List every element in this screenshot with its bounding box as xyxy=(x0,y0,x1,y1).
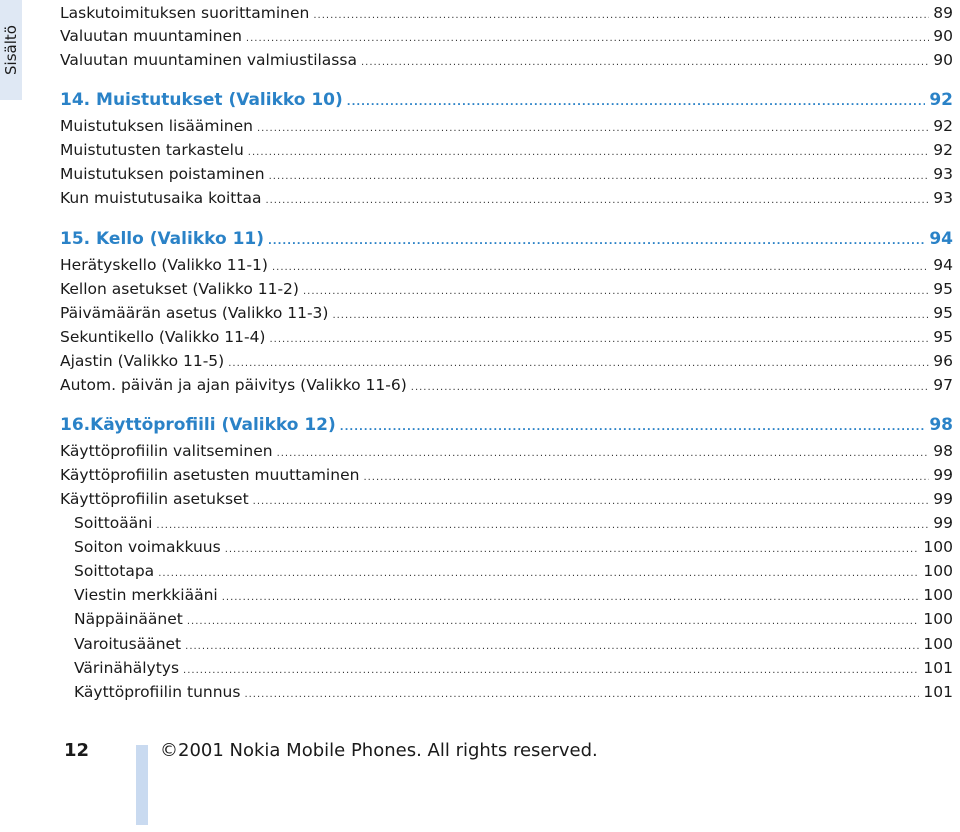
toc-entry-title: Päivämäärän asetus (Valikko 11-3) xyxy=(60,304,329,322)
toc-heading[interactable] xyxy=(60,227,953,251)
toc-entry[interactable] xyxy=(74,656,953,680)
toc-entry-page: 92 xyxy=(929,90,953,110)
toc-entry-page: 101 xyxy=(923,659,953,677)
toc-entry[interactable] xyxy=(60,373,953,397)
toc-entry[interactable] xyxy=(60,48,953,72)
dot-leader xyxy=(244,683,919,707)
footer-bar xyxy=(136,745,148,825)
dot-leader xyxy=(347,91,926,115)
toc-entry[interactable] xyxy=(74,559,953,583)
toc-entry-title: Viestin merkkiääni xyxy=(74,586,218,604)
dot-leader xyxy=(268,230,925,254)
toc-entry-page: 92 xyxy=(933,141,953,159)
toc-entry-page: 99 xyxy=(933,514,953,532)
toc-entry-title: Sekuntikello (Valikko 11-4) xyxy=(60,328,266,346)
toc-entry-page: 100 xyxy=(923,562,953,580)
toc-entry-title: Muistutuksen poistaminen xyxy=(60,165,265,183)
toc-entry-title: Värinähälytys xyxy=(74,659,180,677)
toc-entry-title: Autom. päivän ja ajan päivitys (Valikko 11-6) xyxy=(60,376,407,394)
toc-entry-title: Ajastin (Valikko 11-5) xyxy=(60,352,225,370)
toc-entry-title: Käyttöprofiilin asetukset xyxy=(60,490,249,508)
toc-entry-page: 100 xyxy=(923,538,953,556)
toc-entry-page: 94 xyxy=(929,229,953,249)
toc-entry-title: Valuutan muuntaminen xyxy=(60,27,242,45)
toc-entry[interactable] xyxy=(74,680,953,704)
toc-entry[interactable] xyxy=(60,487,953,511)
toc-entry-page: 97 xyxy=(933,376,953,394)
toc-entry-title: Valuutan muuntaminen valmiustilassa xyxy=(60,51,357,69)
toc-entry-page: 98 xyxy=(933,442,953,460)
toc-entry[interactable] xyxy=(60,138,953,162)
toc-entry-title: Muistutuksen lisääminen xyxy=(60,117,253,135)
toc-entry-page: 92 xyxy=(933,117,953,135)
toc-entry[interactable] xyxy=(60,186,953,210)
toc-entry-title: Soittoääni xyxy=(74,514,153,532)
toc-entry-title: Soittotapa xyxy=(74,562,155,580)
toc-entry-page: 89 xyxy=(933,4,953,22)
toc-entry-title: Herätyskello (Valikko 11-1) xyxy=(60,256,268,274)
toc-heading[interactable] xyxy=(60,88,953,112)
toc-heading[interactable] xyxy=(60,413,953,437)
toc-entry-title: Laskutoimituksen suorittaminen xyxy=(60,4,310,22)
dot-leader xyxy=(187,610,920,634)
toc-entry-page: 101 xyxy=(923,683,953,701)
toc-entry-page: 95 xyxy=(933,328,953,346)
dot-leader xyxy=(361,51,929,75)
toc-entry[interactable] xyxy=(60,24,953,48)
toc-entry-page: 95 xyxy=(933,280,953,298)
toc-entry-page: 94 xyxy=(933,256,953,274)
toc-entry-page: 100 xyxy=(923,610,953,628)
toc-entry-page: 99 xyxy=(933,490,953,508)
toc-entry-title: Käyttöprofiilin asetusten muuttaminen xyxy=(60,466,360,484)
toc-entry[interactable] xyxy=(60,162,953,186)
section-label: Sisältö xyxy=(2,25,20,75)
toc-entry-page: 90 xyxy=(933,51,953,69)
toc-entry-title: 16.Käyttöprofiili (Valikko 12) xyxy=(60,415,336,435)
toc-entry-page: 96 xyxy=(933,352,953,370)
toc-entry-title: Muistutusten tarkastelu xyxy=(60,141,244,159)
page-number: 12 xyxy=(64,740,90,761)
toc-entry[interactable] xyxy=(60,277,953,301)
toc-entry[interactable] xyxy=(60,114,953,138)
toc-entry[interactable] xyxy=(60,439,953,463)
toc-entry[interactable] xyxy=(74,583,953,607)
dot-leader xyxy=(411,376,930,400)
toc-entry-page: 90 xyxy=(933,27,953,45)
toc-entry-page: 98 xyxy=(929,415,953,435)
toc-entry-title: Käyttöprofiilin tunnus xyxy=(74,683,241,701)
section-tab xyxy=(0,0,22,100)
toc-entry[interactable] xyxy=(60,253,953,277)
toc-entry[interactable] xyxy=(74,632,953,656)
toc-entry-page: 99 xyxy=(933,466,953,484)
toc-entry[interactable] xyxy=(60,463,953,487)
toc-entry-title: Kun muistutusaika koittaa xyxy=(60,189,262,207)
toc-entry-title: Varoitusäänet xyxy=(74,635,182,653)
toc-entry-title: 14. Muistutukset (Valikko 10) xyxy=(60,90,343,110)
toc-entry-title: Näppäinäänet xyxy=(74,610,183,628)
dot-leader xyxy=(340,416,926,440)
toc-entry-title: Käyttöprofiilin valitseminen xyxy=(60,442,273,460)
toc-entry-title: 15. Kello (Valikko 11) xyxy=(60,229,264,249)
toc-entry[interactable] xyxy=(60,1,953,25)
toc-entry[interactable] xyxy=(60,349,953,373)
toc-entry[interactable] xyxy=(74,607,953,631)
toc-entry[interactable] xyxy=(60,325,953,349)
toc-entry-title: Kellon asetukset (Valikko 11-2) xyxy=(60,280,299,298)
toc-entry-page: 100 xyxy=(923,586,953,604)
toc-entry-page: 93 xyxy=(933,165,953,183)
toc-entry[interactable] xyxy=(74,535,953,559)
dot-leader xyxy=(265,189,929,213)
copyright-notice: ©2001 Nokia Mobile Phones. All rights reserved. xyxy=(160,740,598,761)
toc-entry-page: 93 xyxy=(933,189,953,207)
toc-entry[interactable] xyxy=(60,301,953,325)
toc-entry-page: 95 xyxy=(933,304,953,322)
toc-entry-title: Soiton voimakkuus xyxy=(74,538,221,556)
toc-entry-page: 100 xyxy=(923,635,953,653)
toc-entry[interactable] xyxy=(74,511,953,535)
